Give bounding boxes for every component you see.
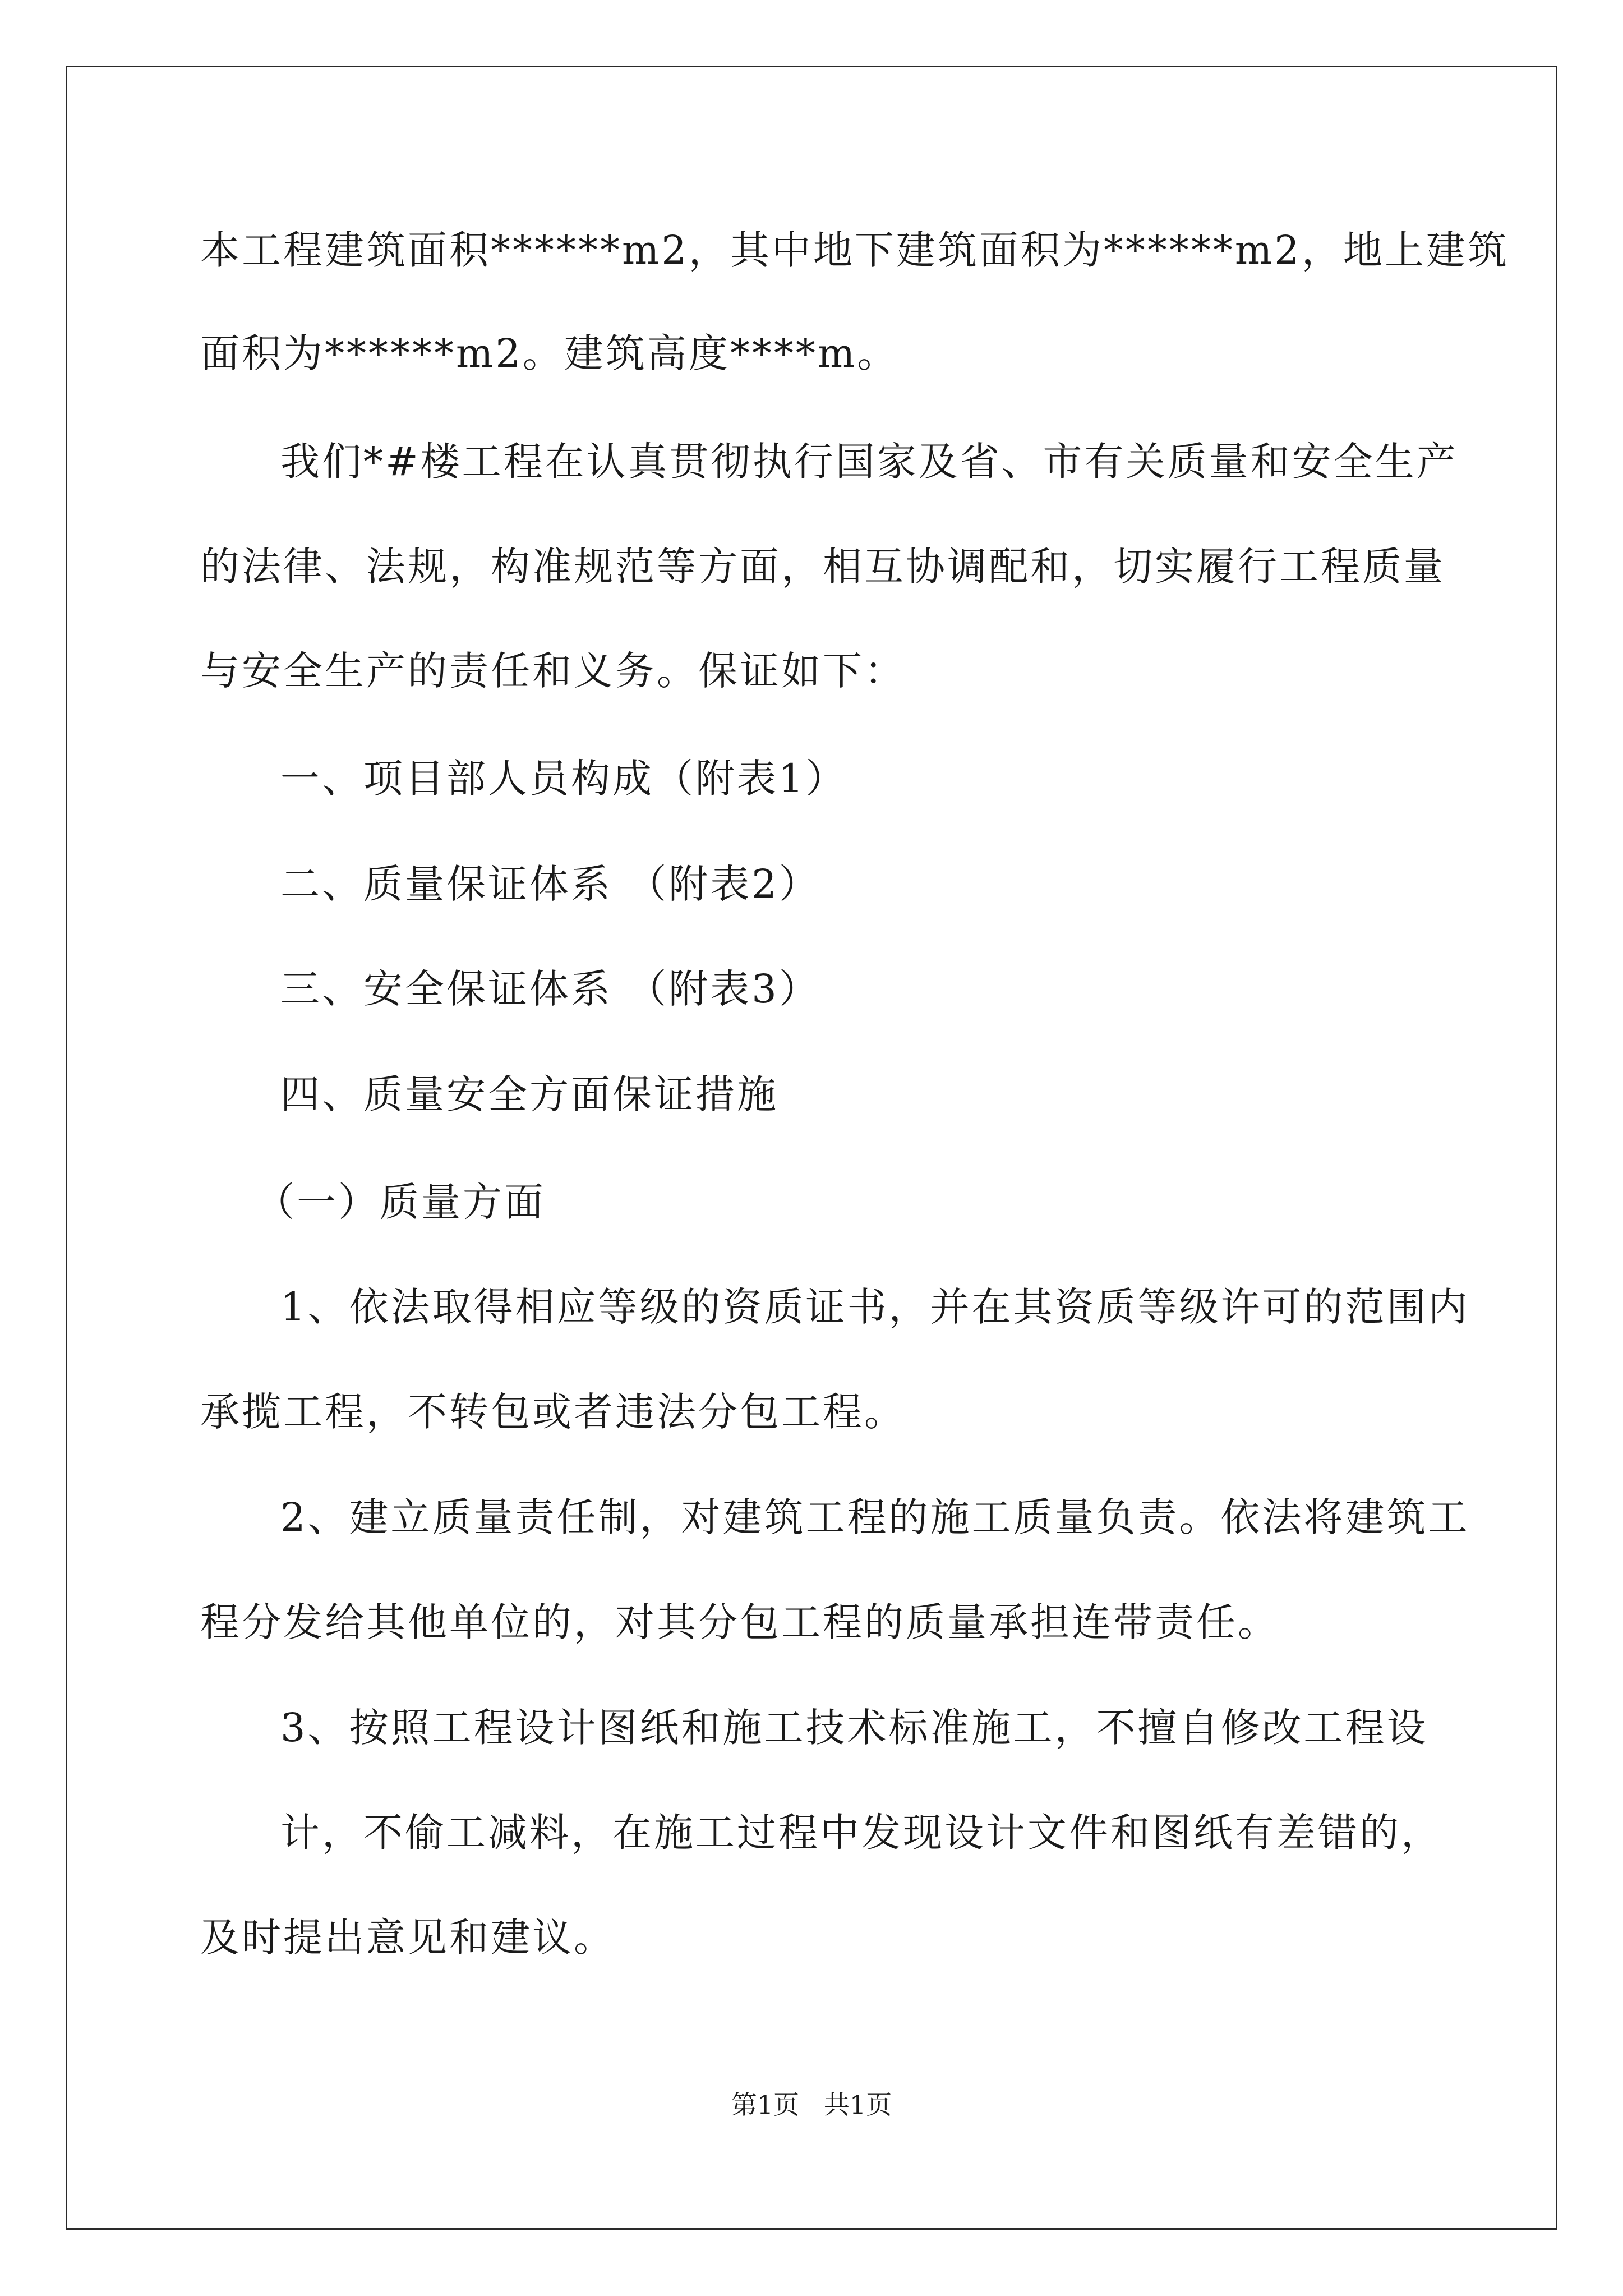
body-text-line: 承揽工程，不转包或者违法分包工程。 (200, 1389, 906, 1435)
section-heading: 三、安全保证体系 （附表3） (280, 966, 820, 1012)
body-text-line: 我们*#楼工程在认真贯彻执行国家及省、市有关质量和安全生产 (280, 439, 1458, 485)
body-text-line: 3、按照工程设计图纸和施工技术标准施工，不擅自修改工程设 (280, 1705, 1428, 1751)
body-text-line: 面积为******m2。建筑高度****m。 (200, 330, 899, 376)
page-border (66, 66, 1557, 2230)
section-heading: 二、质量保证体系 （附表2） (280, 861, 820, 907)
body-text-line: 2、建立质量责任制，对建筑工程的施工质量负责。依法将建筑工 (280, 1494, 1470, 1540)
body-text-line: 的法律、法规，构准规范等方面，相互协调配和，切实履行工程质量 (200, 544, 1445, 590)
body-text-line: 程分发给其他单位的，对其分包工程的质量承担连带责任。 (200, 1599, 1279, 1645)
page-footer: 第1页 共1页 (731, 2090, 892, 2120)
section-heading: 一、项目部人员构成（附表1） (280, 756, 847, 802)
body-text-line: 本工程建筑面积******m2，其中地下建筑面积为******m2，地上建筑 (200, 227, 1509, 273)
body-text-line: 与安全生产的责任和义务。保证如下： (200, 648, 906, 694)
subsection-heading: （一）质量方面 (255, 1179, 546, 1225)
body-text-line: 1、依法取得相应等级的资质证书，并在其资质等级许可的范围内 (280, 1284, 1470, 1330)
body-text-line: 及时提出意见和建议。 (200, 1915, 615, 1961)
section-heading: 四、质量安全方面保证措施 (280, 1071, 778, 1117)
body-text-line: 计，不偷工减料，在施工过程中发现设计文件和图纸有差错的， (280, 1810, 1442, 1856)
